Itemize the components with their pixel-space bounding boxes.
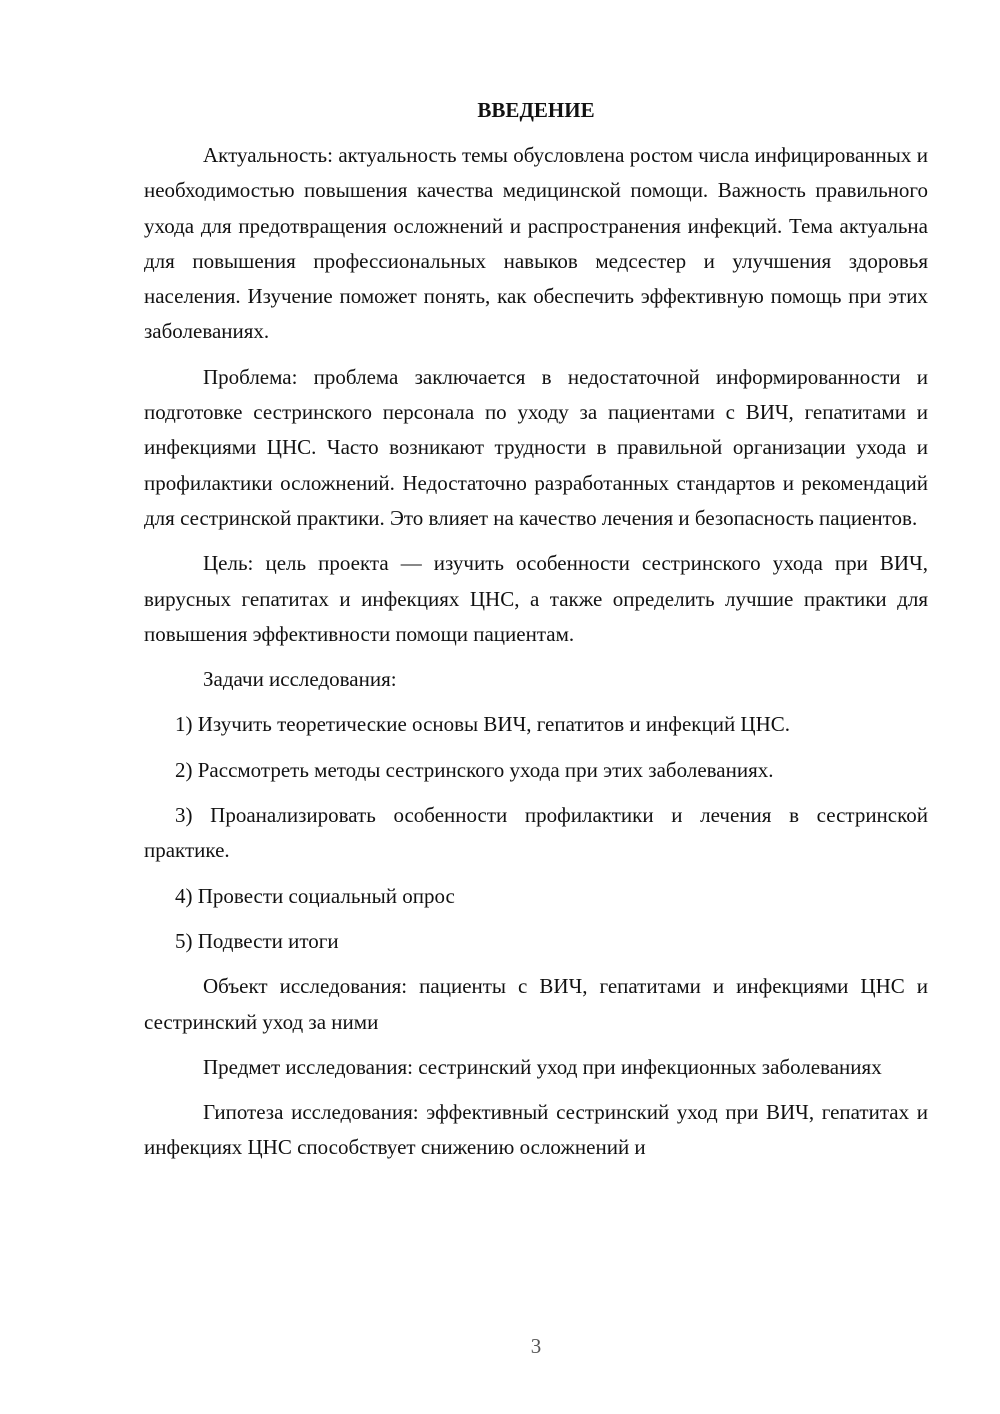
task-item-2: 2) Рассмотреть методы сестринского ухода при этих заболеваниях. xyxy=(175,757,774,782)
page-number: 3 xyxy=(530,1334,542,1358)
page-title: ВВЕДЕНИЕ xyxy=(477,98,595,122)
paragraph-object: Объект исследования: пациенты с ВИЧ, гепатитами и инфекциями ЦНС и сестринский уход за ними xyxy=(144,974,928,1034)
task-item-1: 1) Изучить теоретические основы ВИЧ, гепатитов и инфекций ЦНС. xyxy=(175,712,791,737)
tasks-heading: Задачи исследования: xyxy=(203,667,397,692)
task-item-3: 3) Проанализировать особенности профилактики и лечения в сестринской практике. xyxy=(144,803,928,863)
task-item-5: 5) Подвести итоги xyxy=(175,928,339,953)
paragraph-goal: Цель: цель проекта — изучить особенности сестринского ухода при ВИЧ, вирусных гепатитах и инфекциях ЦНС, а также определить лучшие практики для повышения эффективности помощи пациентам. xyxy=(144,551,928,646)
paragraph-hypothesis: Гипотеза исследования: эффективный сестринский уход при ВИЧ, гепатитах и инфекциях ЦНС способствует снижению осложнений и xyxy=(144,1100,928,1160)
paragraph-problem: Проблема: проблема заключается в недостаточной информированности и подготовке сестринского персонала по уходу за пациентами с ВИЧ, гепатитами и инфекциями ЦНС. Часто возникают трудности в правильной организации ухода и профилактики осложнений. Недостаточно разработанных стандартов и рекомендаций для сестринской практики. Это влияет на качество лечения и безопасность пациентов. xyxy=(144,364,928,530)
paragraph-relevance: Актуальность: актуальность темы обусловлена ростом числа инфицированных и необходимостью повышения качества медицинской помощи. Важность правильного ухода для предотвращения осложнений и распространения инфекций. Тема актуальна для повышения профессиональных навыков медсестер и улучшения здоровья населения. Изучение поможет понять, как обеспечить эффективную помощь при этих заболеваниях. xyxy=(144,143,928,344)
task-item-4: 4) Провести социальный опрос xyxy=(175,883,455,908)
page-content xyxy=(144,92,928,1176)
paragraph-subject: Предмет исследования: сестринский уход при инфекционных заболеваниях xyxy=(203,1054,882,1079)
